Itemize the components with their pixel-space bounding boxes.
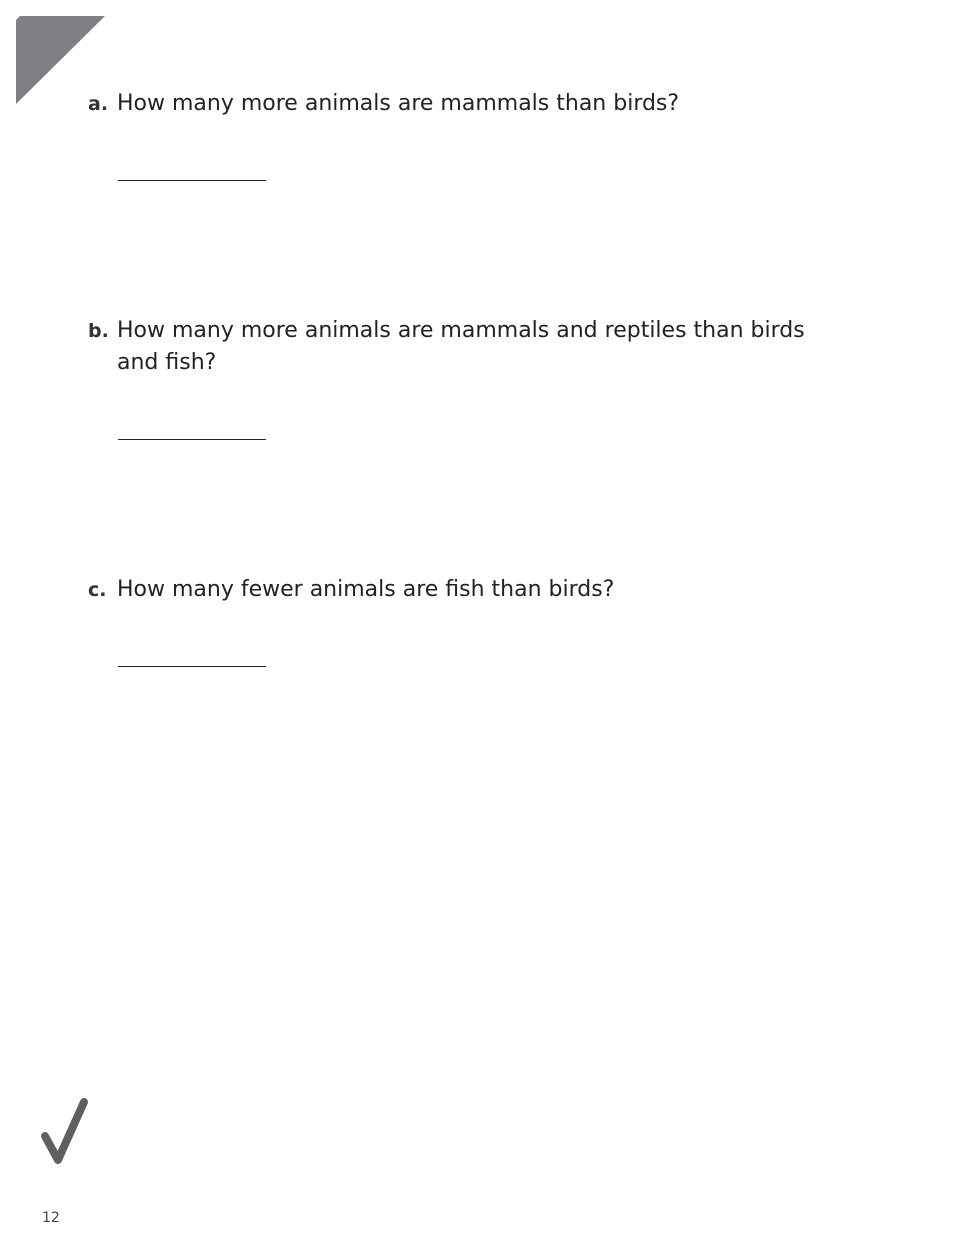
answer-line-c[interactable]: [118, 666, 266, 667]
question-b-letter: b.: [88, 320, 109, 342]
page-number: 12: [42, 1210, 60, 1226]
answer-line-a[interactable]: [118, 180, 266, 181]
question-c: [88, 574, 848, 606]
question-c-letter: c.: [88, 579, 107, 601]
question-a: [88, 88, 848, 120]
question-b-text: How many more animals are mammals and reptiles than birds and fish?: [117, 318, 805, 375]
question-a-letter: a.: [88, 93, 109, 115]
question-b: [88, 315, 848, 379]
check-mark-icon: [38, 1096, 92, 1170]
question-a-text: How many more animals are mammals than birds?: [117, 91, 680, 116]
question-c-text: How many fewer animals are fish than birds?: [117, 577, 615, 602]
answer-line-b[interactable]: [118, 439, 266, 440]
